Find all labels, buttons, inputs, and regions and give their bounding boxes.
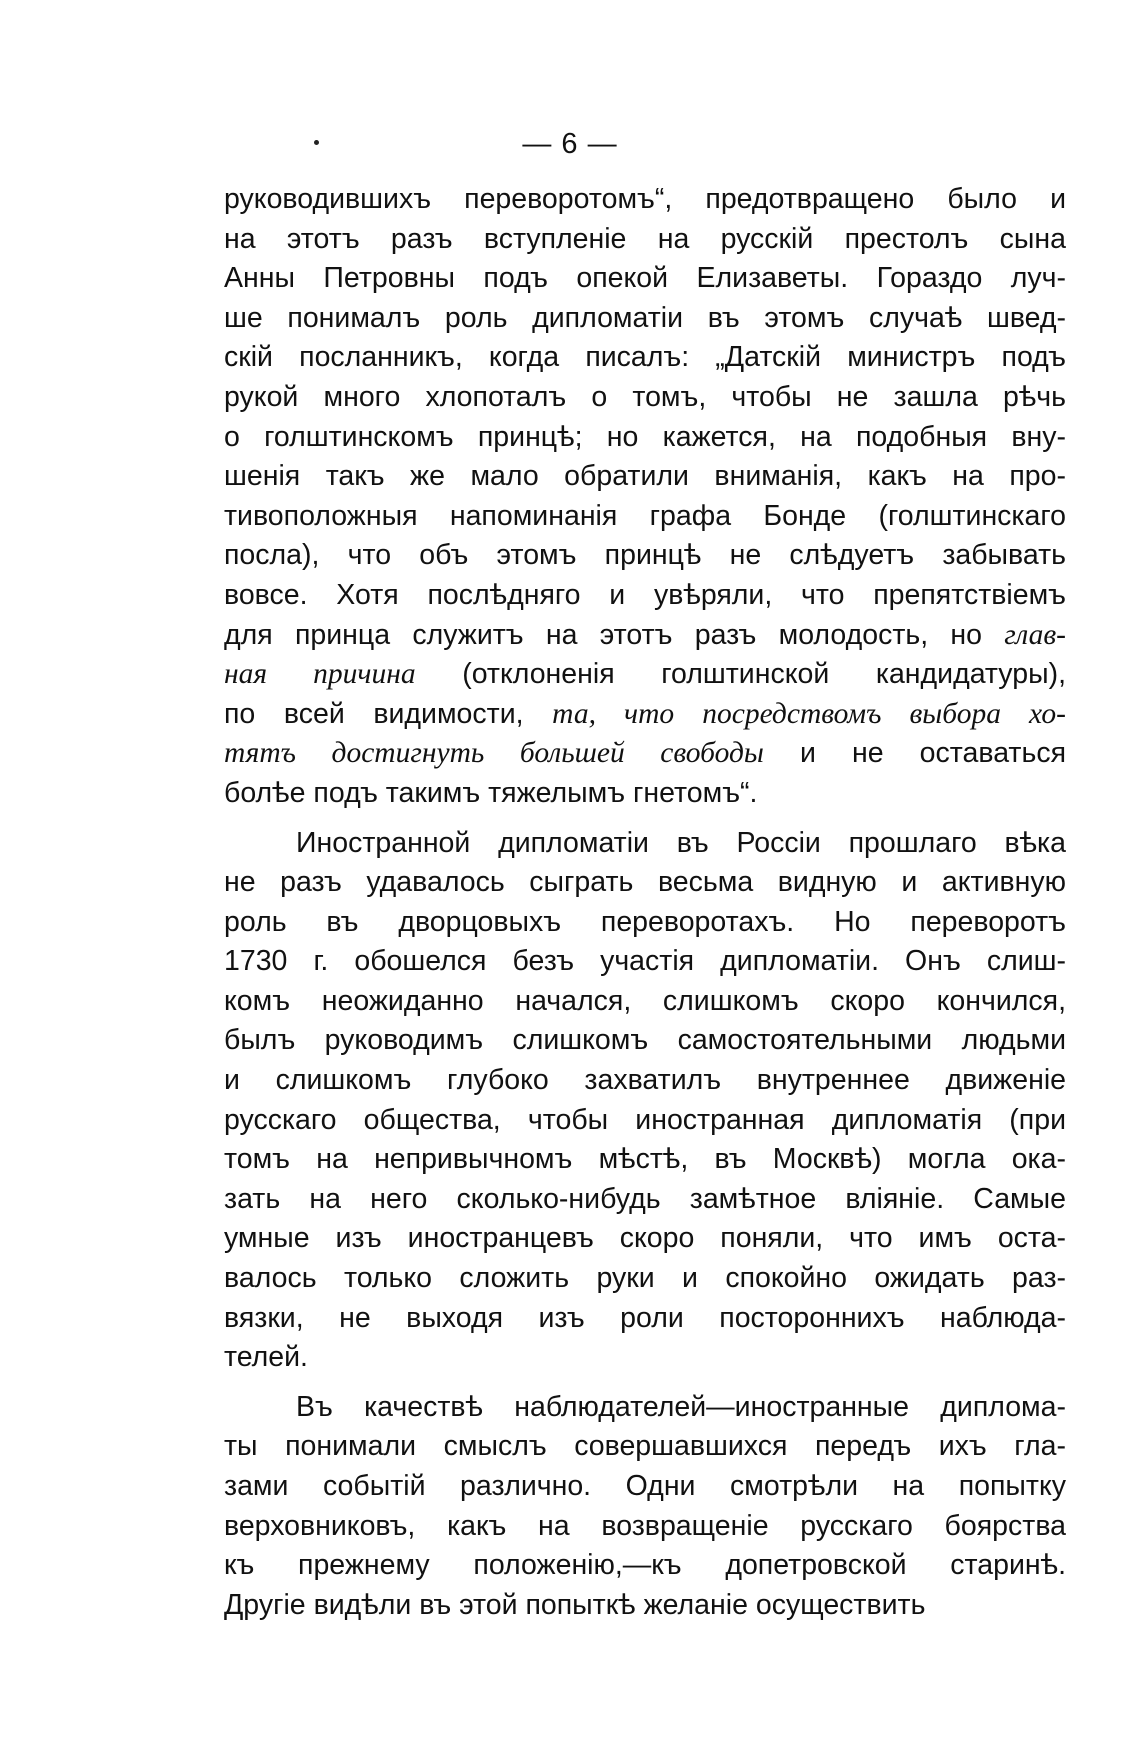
text-segment: не разъ удавалось сыграть весьма видную и активную: [224, 866, 1066, 899]
italic-segment: глав-: [1004, 618, 1066, 651]
text-segment: тивоположныя напоминанія графа Бонде (голштинскаго: [224, 499, 1066, 532]
text-segment: шенія такъ же мало обратили вниманія, какъ на про-: [224, 460, 1066, 493]
text-segment: на этотъ разъ вступленіе на русскій престолъ сына: [224, 222, 1066, 255]
text-segment: по всей видимости,: [224, 697, 553, 730]
text-line: [224, 457, 1066, 497]
text-line: [224, 824, 1066, 864]
text-line: [224, 1299, 1066, 1339]
text-line: [224, 1388, 1066, 1428]
text-segment: комъ неожиданно начался, слишкомъ скоро кончился,: [224, 984, 1066, 1017]
text-line: [224, 378, 1066, 418]
text-line: [224, 299, 1066, 339]
text-segment: ты понимали смыслъ совершавшихся передъ ихъ гла-: [224, 1430, 1066, 1463]
text-line: [224, 1467, 1066, 1507]
text-segment: болѣе подъ такимъ тяжелымъ гнетомъ“.: [224, 776, 758, 809]
text-segment: вязки, не выходя изъ роли постороннихъ наблюда-: [224, 1301, 1066, 1334]
text-line: [224, 982, 1066, 1022]
text-segment: къ прежнему положенію,—къ допетровской старинѣ.: [224, 1549, 1066, 1582]
paragraph-gap: [224, 814, 1066, 824]
text-line: [224, 338, 1066, 378]
text-line: [224, 1180, 1066, 1220]
text-line: [224, 259, 1066, 299]
text-segment: телей.: [224, 1341, 308, 1374]
text-line: [224, 220, 1066, 260]
text-segment: и слишкомъ глубоко захватилъ внутреннее движеніе: [224, 1064, 1066, 1097]
text-segment: былъ руководимъ слишкомъ самостоятельными людьми: [224, 1024, 1066, 1057]
text-line: [224, 1219, 1066, 1259]
text-line: [224, 1061, 1066, 1101]
text-line: [224, 774, 1066, 814]
text-line: [224, 180, 1066, 220]
text-line: [224, 1546, 1066, 1586]
page-number: — 6 —: [522, 128, 618, 160]
italic-segment: тятъ достигнуть большей свободы: [224, 737, 764, 770]
italic-segment: та, что посредствомъ выбора хо-: [552, 697, 1066, 730]
text-segment: посла), что объ этомъ принцѣ не слѣдуетъ забывать: [224, 539, 1066, 572]
text-segment: о голштинскомъ принцѣ; но кажется, на подобныя вну-: [224, 420, 1066, 453]
text-line: [224, 695, 1066, 735]
text-line: [224, 942, 1066, 982]
text-line: [224, 1338, 1066, 1378]
text-segment: (отклоненія голштинской кандидатуры),: [415, 658, 1066, 691]
text-line: [224, 616, 1066, 656]
text-line: [224, 1586, 1066, 1626]
text-line: [224, 418, 1066, 458]
text-line: [224, 1101, 1066, 1141]
text-segment: Иностранной дипломатіи въ Россіи прошлаго вѣка: [296, 826, 1066, 859]
text-segment: зами событій различно. Одни смотрѣли на попытку: [224, 1470, 1066, 1502]
italic-segment: ная причина: [224, 658, 416, 691]
text-line: [224, 497, 1066, 537]
text-line: [224, 1021, 1066, 1061]
text-line: [224, 1140, 1066, 1180]
text-segment: 1730 г. обошелся безъ участія дипломатіи. Онъ слиш-: [224, 945, 1066, 978]
body-text: [224, 180, 1066, 1625]
paragraph: [224, 180, 1066, 814]
text-segment: роль въ дворцовыхъ переворотахъ. Но переворотъ: [224, 905, 1066, 938]
paragraph: [224, 824, 1066, 1378]
text-line: [224, 1427, 1066, 1467]
text-segment: и не оставаться: [763, 737, 1066, 770]
text-segment: Другіе видѣли въ этой попыткѣ желаніе осуществить: [224, 1588, 926, 1621]
text-segment: Въ качествѣ наблюдателей—иностранные диплома-: [296, 1390, 1066, 1423]
text-segment: верховниковъ, какъ на возвращеніе русскаго боярства: [224, 1509, 1066, 1542]
text-line: [224, 903, 1066, 943]
text-segment: русскаго общества, чтобы иностранная дипломатія (при: [224, 1103, 1066, 1136]
text-line: [224, 1507, 1066, 1547]
text-segment: для принца служитъ на этотъ разъ молодость, но: [224, 618, 1005, 651]
text-segment: скій посланникъ, когда писалъ: „Датскій министръ подъ: [224, 341, 1066, 374]
text-line: [224, 1259, 1066, 1299]
text-line: [224, 576, 1066, 616]
paragraph-gap: [224, 1378, 1066, 1388]
text-line: [224, 863, 1066, 903]
text-line: [224, 536, 1066, 576]
text-segment: Анны Петровны подъ опекой Елизаветы. Гораздо луч-: [224, 262, 1066, 295]
text-segment: умные изъ иностранцевъ скоро поняли, что имъ оста-: [224, 1222, 1066, 1255]
text-line: [224, 655, 1066, 695]
text-segment: рукой много хлопоталъ о томъ, чтобы не зашла рѣчь: [224, 380, 1066, 413]
text-segment: валось только сложить руки и спокойно ожидать раз-: [224, 1262, 1066, 1295]
text-segment: ше понималъ роль дипломатіи въ этомъ случаѣ швед-: [224, 301, 1066, 334]
text-segment: зать на него сколько-нибудь замѣтное вліяніе. Самые: [224, 1182, 1066, 1215]
text-segment: вовсе. Хотя послѣдняго и увѣряли, что препятствіемъ: [224, 578, 1066, 611]
paragraph: [224, 1388, 1066, 1626]
text-segment: руководившихъ переворотомъ“, предотвращено было и: [224, 183, 1066, 215]
text-line: [224, 734, 1066, 774]
text-segment: томъ на непривычномъ мѣстѣ, въ Москвѣ) могла ока-: [224, 1143, 1066, 1176]
